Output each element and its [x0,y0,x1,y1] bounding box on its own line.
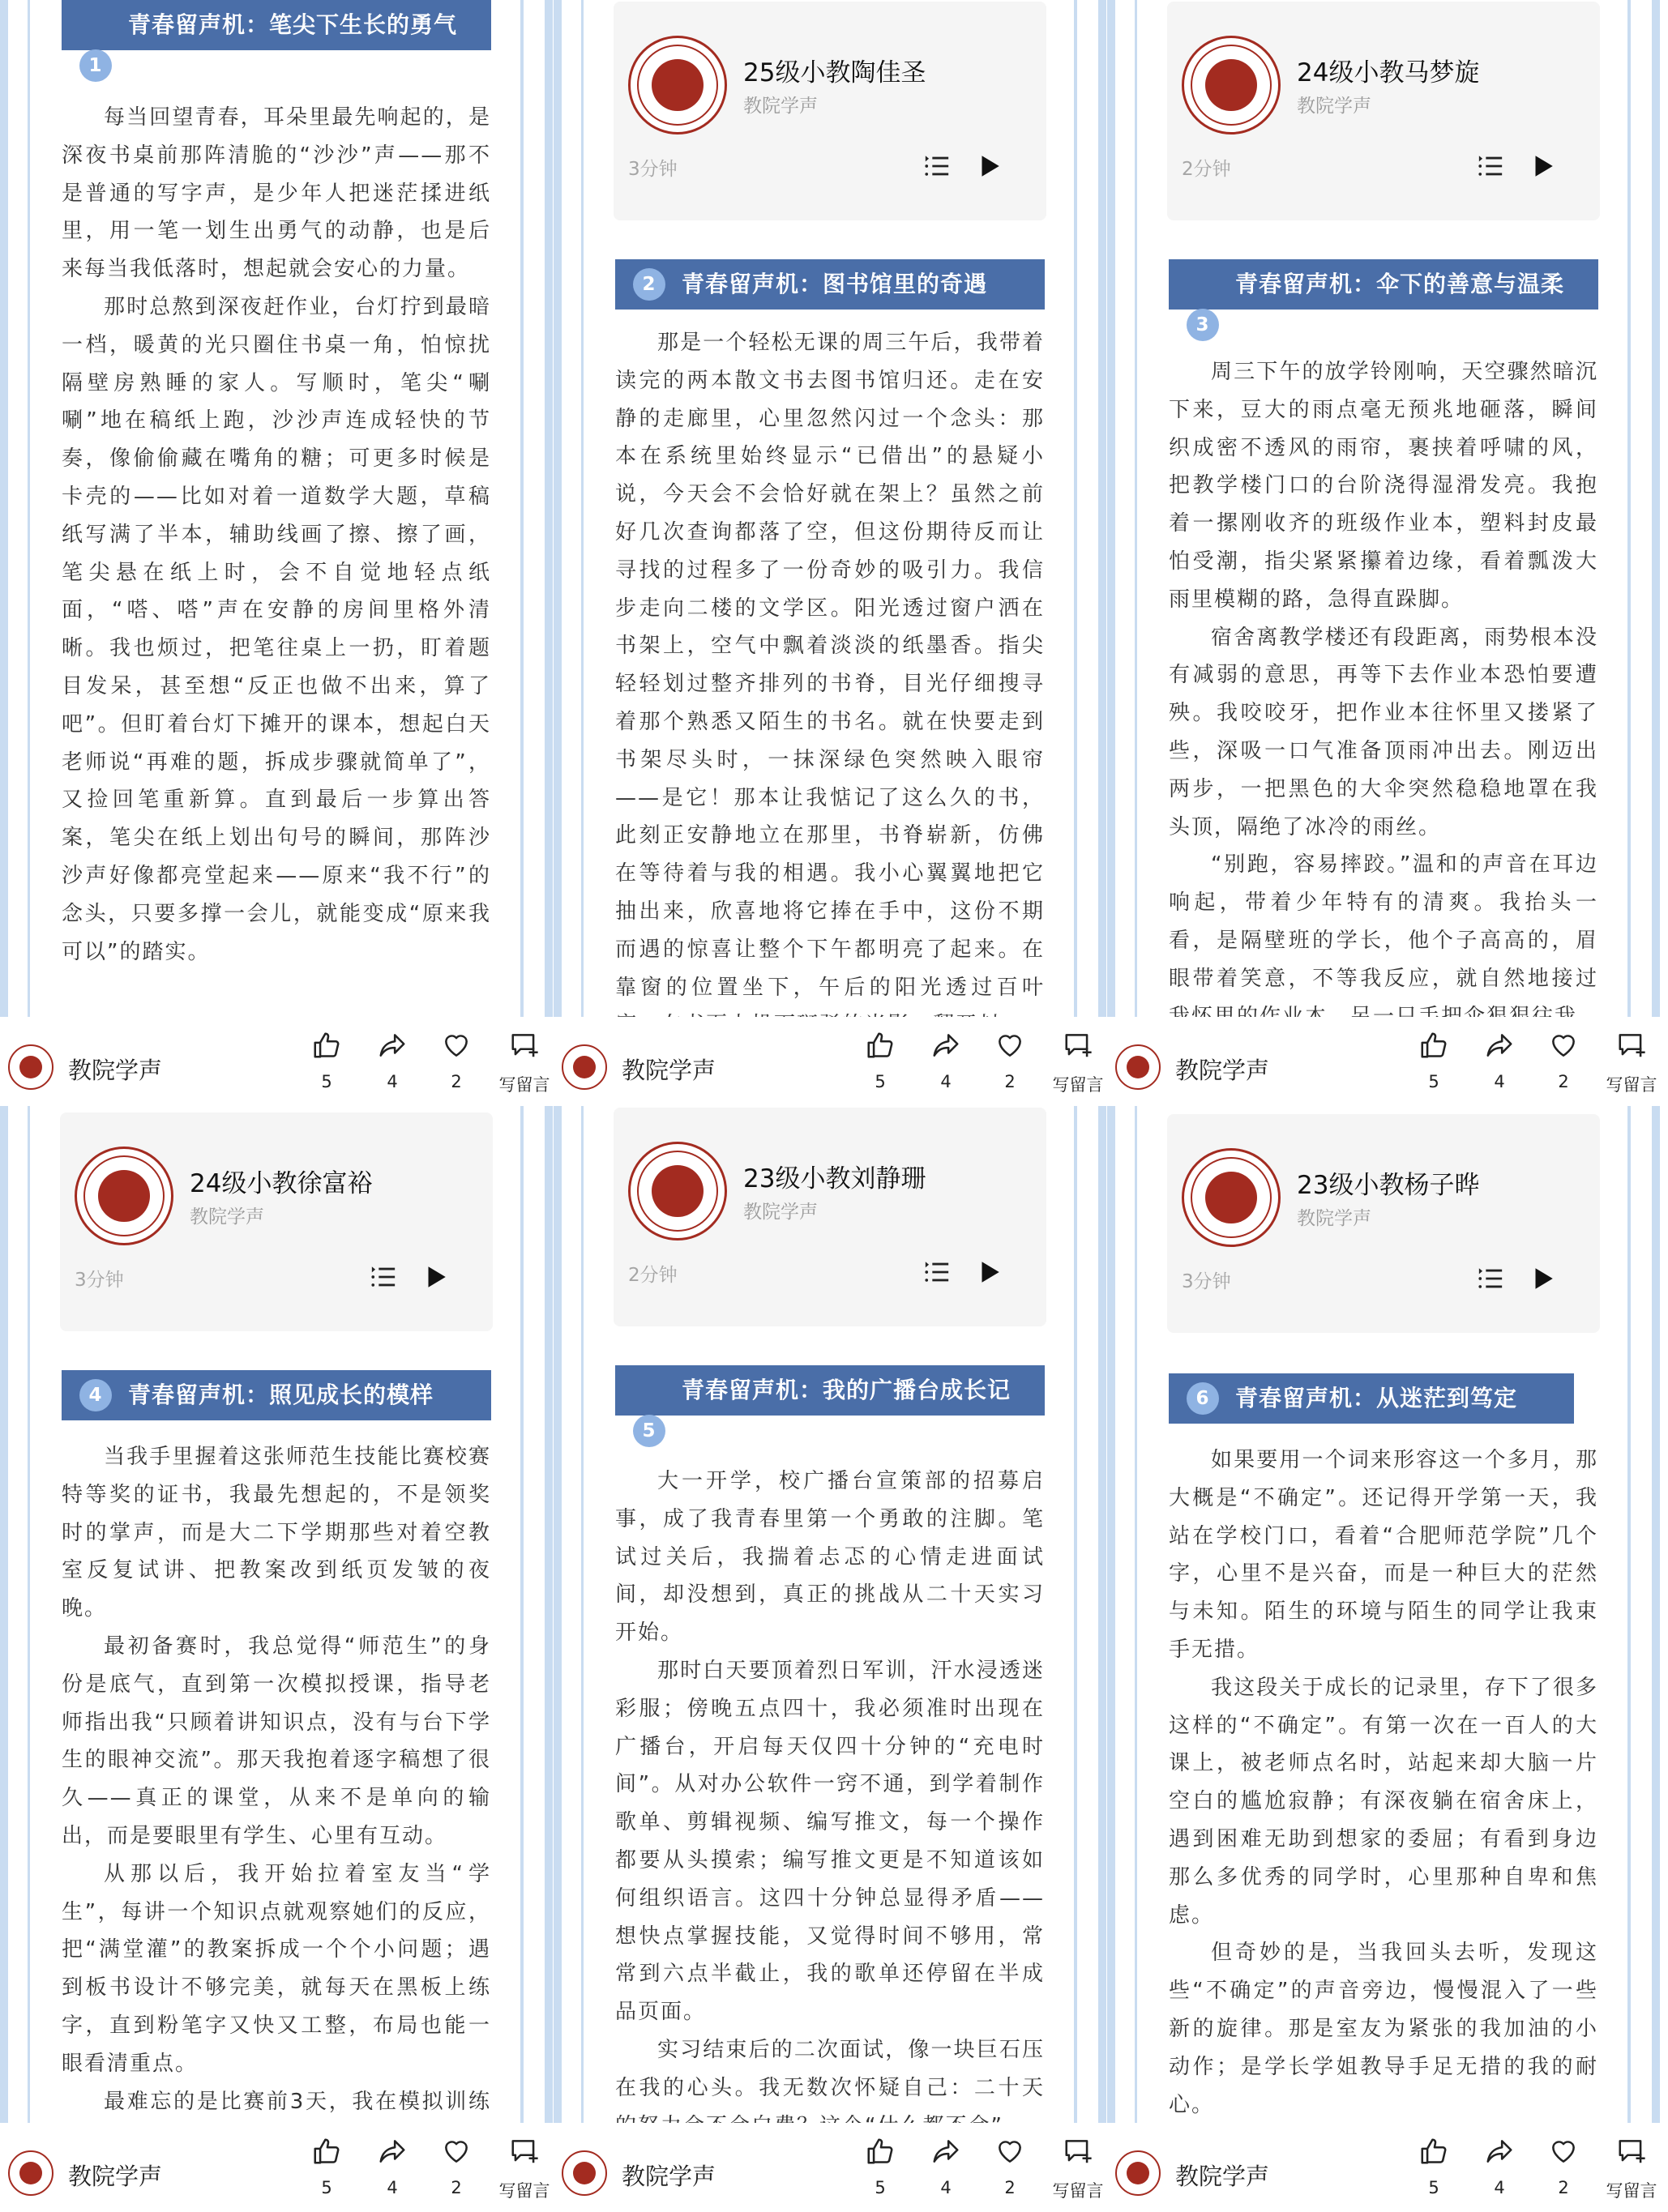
section-headline-3 [1169,259,1598,335]
section-title: 青春留声机：照见成长的模样 [128,1381,434,1408]
audio-author: 教院学声 [190,1206,264,1228]
comment-plus-icon [1063,1030,1093,1061]
heart-icon [1548,1030,1579,1061]
section-number-badge: 2 [633,268,665,301]
account-name[interactable]: 教院学声 [622,1057,716,1084]
audio-duration: 2分钟 [628,1265,678,1286]
share-arrow-icon [930,2136,961,2167]
like-count: 5 [875,1072,886,1091]
comment-button[interactable] [488,1030,561,1096]
comment-plus-icon [1063,2136,1093,2167]
audio-duration: 3分钟 [75,1270,124,1291]
paragraph: 最难忘的是比赛前3天，我在模拟训练 [104,2089,491,2114]
audio-title: 24级小教马梦旋 [1297,58,1480,88]
like-count: 5 [1428,2178,1439,2197]
account-logo[interactable] [562,1044,607,1090]
section-number-badge: 1 [79,49,112,82]
thumbs-up-icon [1418,1030,1449,1061]
paragraph: “别跑，容易摔跤。”温和的声音在耳边响起，带着少年特有的清爽。我抬头一看，是隔壁班的学长，他个子高高的，眉眼带着笑意，不等我反应，就自然地接过 [1169,852,1598,991]
section-number-badge: 4 [79,1379,112,1411]
heart-icon [441,1030,472,1061]
bottom-toolbar [1107,1017,1660,1106]
share-count: 4 [387,2178,398,2197]
article-card-1 [0,0,553,1106]
favorite-button[interactable] [428,1030,485,1091]
favorite-button[interactable] [1535,2136,1592,2197]
article-body [615,324,1045,1044]
share-button[interactable] [917,2136,974,2197]
comment-plus-icon [509,1030,540,1061]
play-icon[interactable] [1529,1265,1556,1292]
favorite-count: 2 [1004,1072,1016,1091]
article-body [1169,353,1598,1036]
audio-player-card[interactable] [1167,2,1600,220]
article-body [62,99,491,971]
audio-author: 教院学声 [743,1202,818,1223]
section-number-badge: 3 [1187,309,1219,341]
audio-duration: 2分钟 [1182,159,1231,180]
account-logo[interactable] [8,2150,53,2196]
comment-label: 写留言 [1052,2181,1104,2201]
article-card-2 [554,0,1106,1106]
section-headline-1 [62,0,491,76]
favorite-count: 2 [1558,1072,1569,1091]
section-number-badge: 5 [633,1415,665,1447]
comment-button[interactable] [1595,1030,1668,1096]
account-logo[interactable] [8,1044,53,1090]
audio-title: 25级小教陶佳圣 [743,58,926,88]
like-count: 5 [1428,1072,1439,1091]
article-paper [0,1106,553,2123]
audio-player-card[interactable] [1167,1114,1600,1333]
paragraph: 周三下午的放学铃刚响，天空骤然暗沉下来，豆大的雨点毫无预兆地砸落，瞬间织成密不透风的雨帘，裹挟着呼啸的风，把教学楼门口的台阶浇得湿滑发亮。我抱着一摞刚收齐的班级作业本，塑料封皮最怕受潮，指尖紧紧攥着边缘，看着瓢泼大雨里模糊的路，急得直跺脚。 [1169,360,1598,612]
thumbs-up-icon [311,2136,342,2167]
college-seal-logo [628,1142,727,1241]
play-icon[interactable] [1529,152,1556,180]
paragraph: 如果要用一个词来形容这一个多月，那大概是“不确定”。还记得开学第一天，我站在学校门口，看着“合肥师范学院”几个字，心里不是兴奋，而是一种巨大的茫然与未知。陌生的环境与陌生的同学让我束手无措。 [1169,1448,1598,1662]
paragraph: 实习结束后的二次面试，像一块巨石压在我的心头。我无数次怀疑自己：二十天 [615,2037,1045,2100]
favorite-button[interactable] [428,2136,485,2197]
like-button[interactable] [1405,1030,1462,1091]
playlist-add-icon[interactable] [923,152,951,180]
thumbs-up-icon [311,1030,342,1061]
college-seal-logo [1182,36,1281,135]
account-logo[interactable] [1115,2150,1161,2196]
paragraph: 当我手里握着这张师范生技能比赛校赛特等奖的证书，我最先想起的，不是领奖时的掌声，而是大二下学期那些对着空教室反复试讲、把教案改到纸页发皱的夜晚。 [62,1445,491,1621]
article-content [601,1106,1059,2123]
audio-author: 教院学声 [1297,1208,1371,1229]
share-button[interactable] [364,1030,421,1091]
audio-player-card[interactable] [614,2,1046,220]
comment-label: 写留言 [1052,1075,1104,1095]
paragraph: 那是一个轻松无课的周三午后，我带着读完的两本散文书去图书馆归还。走在安静的走廊里，心里忽然闪过一个念头：那本在系统里始终显示“已借出”的悬疑小说，今天会不会恰好就在架上？虽然之前好几次查询都落了空，但这份期待反而让寻找的过程多了一份奇妙的吸引力。我信步走向二楼的文学区。阳光透过窗户洒在书架上，空气中飘着淡淡的纸墨香。指尖轻轻划过整齐排列的书脊，目光仔细搜寻着那个熟悉又陌生的书名。就在快要走到书架尽头时，一抹深绿色突然映入眼帘——是它！那本让我惦记了这么久的书，此刻正安静地立在那里，书脊崭新，仿佛在等待着与我的相遇。我小心翼翼地把它抽出来，欣喜地将它捧在手中，这份不期而遇的惊喜让整个下午都明亮了起来。在靠窗的位置坐下，午后的阳光透过百叶 [615,331,1045,1000]
comment-plus-icon [1616,2136,1647,2167]
comment-button[interactable] [1041,2136,1114,2202]
section-title: 青春留声机：笔尖下生长的勇气 [128,11,458,38]
section-title: 青春留声机：伞下的善意与温柔 [1235,271,1565,297]
like-button[interactable] [852,2136,909,2197]
article-paper [554,0,1106,1017]
share-arrow-icon [1484,1030,1515,1061]
account-logo[interactable] [1115,1044,1161,1090]
heart-icon [994,2136,1025,2167]
favorite-count: 2 [451,2178,462,2197]
article-content [1154,1106,1613,2123]
college-seal-logo [75,1147,173,1245]
audio-duration: 3分钟 [628,159,678,180]
audio-duration: 3分钟 [1182,1271,1231,1292]
share-count: 4 [387,1072,398,1091]
bottom-toolbar [554,2123,1106,2212]
share-count: 4 [1494,2178,1505,2197]
heart-icon [1548,2136,1579,2167]
share-button[interactable] [1471,1030,1528,1091]
bottom-toolbar [1107,2123,1660,2212]
audio-title: 23级小教刘静珊 [743,1164,926,1194]
paragraph: 宿舍离教学楼还有段距离，雨势根本没有减弱的意思，再等下去作业本恐怕要遭殃。我咬咬牙，把作业本往怀里又搂紧了些，深吸一口气准备顶雨冲出去。刚迈出两步，一把黑色的大伞突然稳稳地罩在我头顶，隔绝了冰冷的雨丝。 [1169,625,1598,839]
thumbs-up-icon [865,1030,896,1061]
article-paper [554,1106,1106,2123]
paragraph: 最初备赛时，我总觉得“师范生”的身份是底气，直到第一次模拟授课，指导老师指出我“只顾着讲知识点，没有与台下学生的眼神交流”。那天我抱着逐字稿想了很久——真正的课堂，从来不是单向的输出，而是要眼里有学生、心里有互动。 [62,1633,491,1848]
article-card-6 [1107,1106,1660,2212]
article-content [1154,0,1613,1017]
share-arrow-icon [930,1030,961,1061]
play-icon[interactable] [975,152,1003,180]
article-paper [0,0,553,1017]
comment-label: 写留言 [498,1075,550,1095]
article-content [47,1106,506,2123]
playlist-add-icon[interactable] [370,1263,397,1291]
bottom-toolbar [0,1017,553,1106]
like-count: 5 [321,2178,332,2197]
share-arrow-icon [1484,2136,1515,2167]
paragraph: 那时总熬到深夜赶作业，台灯拧到最暗一档，暖黄的光只圈住书桌一角，怕惊扰隔壁房熟睡的家人。写顺时，笔尖“唰唰”地在稿纸上跑，沙沙声连成轻快的节奏，像偷偷藏在嘴角的糖；可更多时候是卡壳的——比如对着一道数学大题，草稿纸写满了半本，辅助线画了擦、擦了画，笔尖悬在纸上时，会不自觉地轻点纸面，“嗒、嗒”声在安静的房间里格外清晰。我也烦过，把笔往桌上一扔，盯着题目发呆，甚至想“反正也做不出来，算了吧”。但盯着台灯下摊开的课本，想起白天老师说“再难的题，拆成步骤就简单了”，又捡回笔重新算。直到最后一步算出答案，笔尖在纸上划出句号的瞬间，那阵沙沙声好像都亮堂起来——原来“我不行”的念头，只要多撑一会儿，就能变成“原来我可以”的踏实。 [62,294,491,964]
paragraph: 但奇妙的是，当我回头去听，发现这些“不确定”的声音旁边，慢慢混入了一些新的旋律。那是室友为紧张的我加油的小动作；是学长学姐教导手足无措的我的耐心。 [1169,1941,1598,2117]
comment-label: 写留言 [1606,1075,1657,1095]
comment-button[interactable] [1595,2136,1668,2202]
comment-button[interactable] [1041,1030,1114,1096]
college-seal-logo [628,36,727,135]
section-title: 青春留声机：图书馆里的奇遇 [682,271,988,297]
like-button[interactable] [852,1030,909,1091]
heart-icon [994,1030,1025,1061]
article-body [615,1463,1045,2145]
account-name[interactable]: 教院学声 [622,2163,716,2190]
comment-button[interactable] [488,2136,561,2202]
share-count: 4 [940,2178,952,2197]
playlist-add-icon[interactable] [1477,152,1504,180]
paragraph: 每当回望青春，耳朵里最先响起的，是深夜书桌前那阵清脆的“沙沙”声——那不是普通的写字声，是少年人把迷茫揉进纸里，用一笔一划生出勇气的动静，也是后来每当我低落时，想起就会安心的力量。 [62,105,491,282]
section-title: 青春留声机：我的广播台成长记 [682,1377,1011,1403]
share-arrow-icon [377,1030,408,1061]
comment-label: 写留言 [498,2181,550,2201]
thumbs-up-icon [865,2136,896,2167]
share-count: 4 [1494,1072,1505,1091]
article-body [62,1438,491,2159]
favorite-button[interactable] [1535,1030,1592,1091]
account-name[interactable]: 教院学声 [1175,1057,1270,1084]
section-headline-2 [615,259,1045,310]
article-card-5 [554,1106,1106,2212]
share-button[interactable] [1471,2136,1528,2197]
bottom-toolbar [0,2123,553,2212]
article-card-4 [0,1106,553,2212]
heart-icon [441,2136,472,2167]
favorite-count: 2 [451,1072,462,1091]
paragraph: 大一开学，校广播台宣策部的招募启事，成了我青春里第一个勇敢的注脚。笔试过关后，我揣着忐忑的心情走进面试间，却没想到，真正的挑战从二十天实习开始。 [615,1469,1045,1646]
like-button[interactable] [1405,2136,1462,2197]
section-number-badge: 6 [1187,1382,1219,1415]
article-paper [1107,0,1660,1017]
playlist-add-icon[interactable] [923,1258,951,1286]
playlist-add-icon[interactable] [1477,1265,1504,1292]
comment-label: 写留言 [1606,2181,1657,2201]
share-arrow-icon [377,2136,408,2167]
like-count: 5 [321,1072,332,1091]
audio-player-card[interactable] [60,1112,493,1331]
section-headline-6 [1169,1373,1574,1424]
share-count: 4 [940,1072,952,1091]
paragraph: 从那以后，我开始拉着室友当“学生”，每讲一个知识点就观察她们的反应，把“满堂灌”的教案拆成一个个小问题；遇到板书设计不够完美，就每天在黑板上练字，直到粉笔字又快又工整，布局也能一眼看清重点。 [62,1861,491,2076]
article-body [1169,1441,1598,2124]
play-icon[interactable] [421,1263,449,1291]
like-button[interactable] [298,2136,355,2197]
favorite-button[interactable] [982,2136,1038,2197]
section-title: 青春留声机：从迷茫到笃定 [1235,1385,1518,1411]
audio-author: 教院学声 [1297,96,1371,117]
bottom-toolbar [554,1017,1106,1106]
account-name[interactable]: 教院学声 [68,2163,163,2190]
account-name[interactable]: 教院学声 [1175,2163,1270,2190]
thumbs-up-icon [1418,2136,1449,2167]
account-name[interactable]: 教院学声 [68,1057,163,1084]
like-button[interactable] [298,1030,355,1091]
paragraph: 那时白天要顶着烈日军训，汗水浸透迷彩服；傍晚五点四十，我必须准时出现在广播台，开启每天仅四十分钟的“充电时间”。从对办公软件一窍不通，到学着制作歌单、剪辑视频、编写推文，每一个操作都要从头摸索；编写推文更是不知道该如何组织语言。这四十分钟总显得矛盾——想快点掌握技能，又觉得时间不够用，常常到六点半截止，我的歌单还停留在半成品页面。 [615,1658,1045,2025]
article-content [601,0,1059,1017]
article-paper [1107,1106,1660,2123]
share-button[interactable] [917,1030,974,1091]
account-logo[interactable] [562,2150,607,2196]
section-headline-4 [62,1370,491,1420]
paragraph: 我这段关于成长的记录里，存下了很多这样的“不确定”。有第一次在一百人的大课上，被老师点名时，站起来却大脑一片空白的尴尬寂静；有深夜躺在宿舍床上，遇到困难无助到想家的委屈；有看到身边那么多优秀的同学时，心里那种自卑和焦虑。 [1169,1675,1598,1928]
audio-title: 23级小教杨子晔 [1297,1171,1480,1200]
comment-plus-icon [1616,1030,1647,1061]
audio-player-card[interactable] [614,1108,1046,1326]
article-card-3 [1107,0,1660,1106]
favorite-button[interactable] [982,1030,1038,1091]
play-icon[interactable] [975,1258,1003,1286]
section-headline-5 [615,1365,1045,1441]
audio-title: 24级小教徐富裕 [190,1169,373,1198]
favorite-count: 2 [1004,2178,1016,2197]
favorite-count: 2 [1558,2178,1569,2197]
share-button[interactable] [364,2136,421,2197]
like-count: 5 [875,2178,886,2197]
comment-plus-icon [509,2136,540,2167]
college-seal-logo [1182,1148,1281,1247]
audio-author: 教院学声 [743,96,818,117]
article-content [47,0,506,1017]
